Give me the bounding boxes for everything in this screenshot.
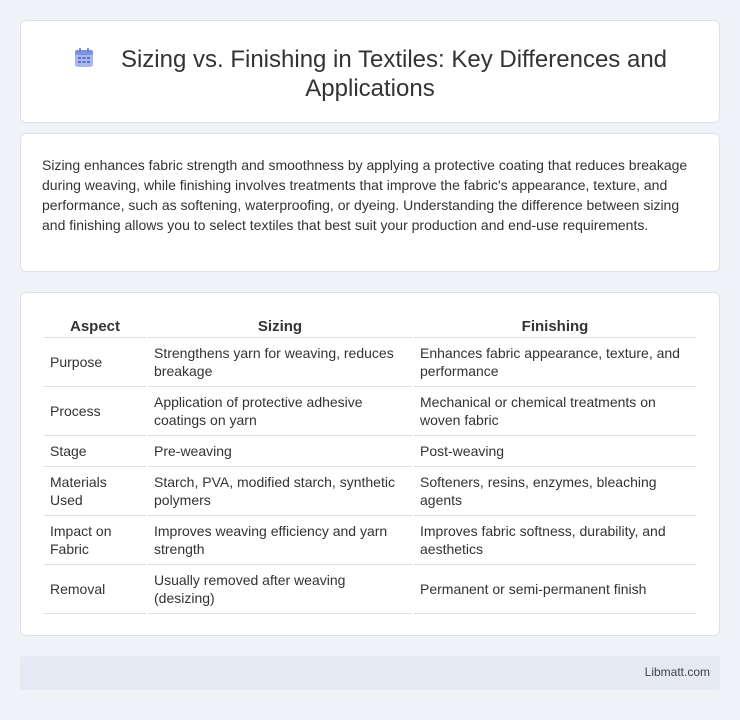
cell-finishing: Softeners, resins, enzymes, bleaching agents <box>414 467 696 516</box>
cell-sizing: Starch, PVA, modified starch, synthetic polymers <box>148 467 412 516</box>
table-row <box>44 338 696 387</box>
cell-aspect: Materials Used <box>44 467 146 516</box>
cell-finishing: Post-weaving <box>414 436 696 467</box>
table-row <box>44 516 696 565</box>
page-title: Sizing vs. Finishing in Textiles: Key Differences and Applications <box>120 46 668 102</box>
cell-aspect: Process <box>44 387 146 436</box>
cell-sizing: Pre-weaving <box>148 436 412 467</box>
footer-brand-link[interactable]: Libmatt.com <box>644 665 710 679</box>
comparison-table <box>42 314 698 614</box>
cell-sizing: Improves weaving efficiency and yarn strength <box>148 516 412 565</box>
table-row <box>44 387 696 436</box>
header-finishing: Finishing <box>414 314 696 338</box>
header-aspect: Aspect <box>44 314 146 338</box>
cell-sizing: Application of protective adhesive coatings on yarn <box>148 387 412 436</box>
table-header-row <box>44 314 696 338</box>
footer <box>20 656 720 690</box>
cell-sizing: Strengthens yarn for weaving, reduces breakage <box>148 338 412 387</box>
cell-aspect: Stage <box>44 436 146 467</box>
cell-finishing: Enhances fabric appearance, texture, and performance <box>414 338 696 387</box>
cell-sizing: Usually removed after weaving (desizing) <box>148 565 412 614</box>
calendar-icon <box>73 47 95 69</box>
table-row <box>44 565 696 614</box>
comparison-card <box>20 292 720 636</box>
page-title-wrap <box>21 45 719 103</box>
title-card <box>20 20 720 123</box>
cell-finishing: Improves fabric softness, durability, and aesthetics <box>414 516 696 565</box>
cell-aspect: Removal <box>44 565 146 614</box>
intro-card <box>20 133 720 272</box>
cell-aspect: Purpose <box>44 338 146 387</box>
cell-finishing: Permanent or semi-permanent finish <box>414 565 696 614</box>
intro-paragraph: Sizing enhances fabric strength and smoothness by applying a protective coating that reduces breakage during weaving, while finishing involves treatments that improve the fabric's appearance, texture, and performance, such as softening, waterproofing, or dyeing. Understanding the difference between sizing and finishing allows you to select textiles that best suit your production and end-use requirements. <box>42 157 688 233</box>
header-sizing: Sizing <box>148 314 412 338</box>
table-row <box>44 436 696 467</box>
table-row <box>44 467 696 516</box>
cell-aspect: Impact on Fabric <box>44 516 146 565</box>
cell-finishing: Mechanical or chemical treatments on woven fabric <box>414 387 696 436</box>
